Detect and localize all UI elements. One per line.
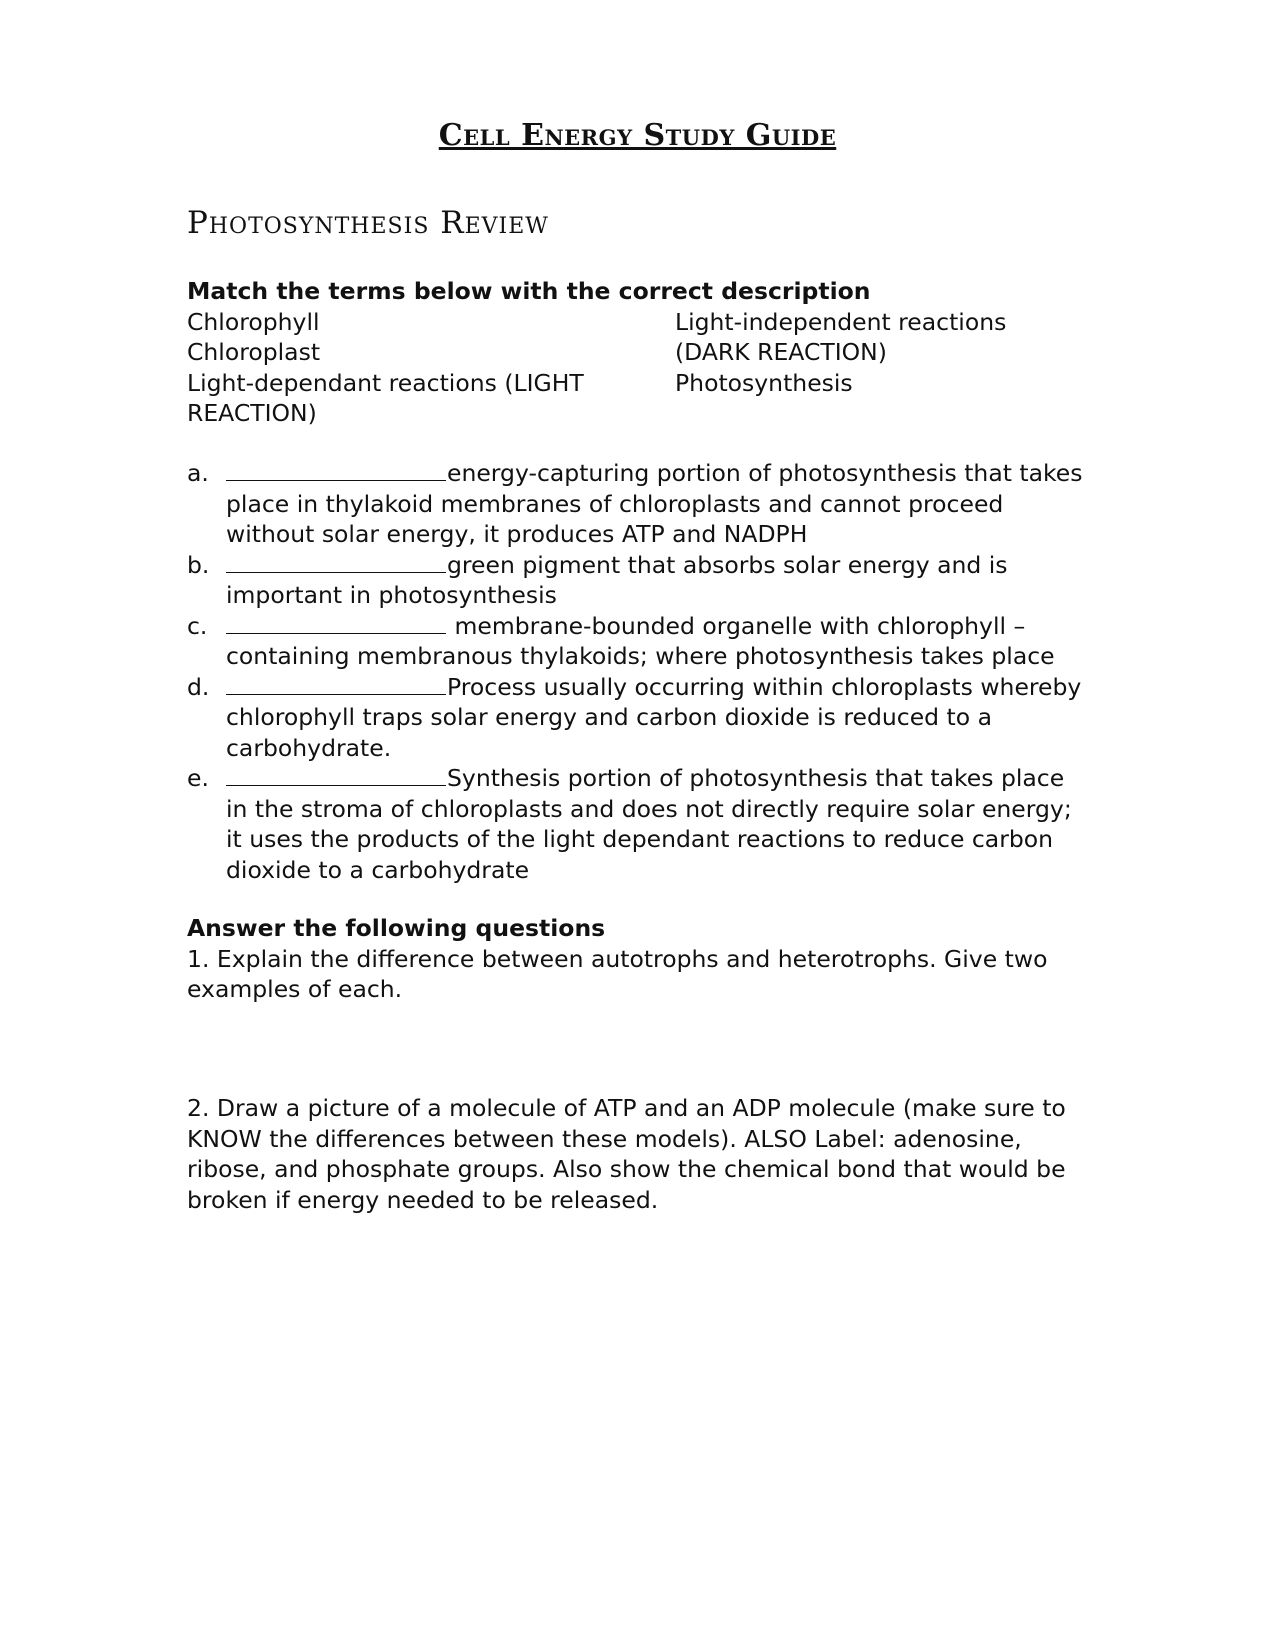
list-item xyxy=(187,672,1087,764)
answer-blank xyxy=(226,672,446,695)
term-item: Chlorophyll xyxy=(187,307,320,336)
item-description: green pigment that absorbs solar energy and is important in photosynthesis xyxy=(226,550,1008,609)
list-item xyxy=(187,458,1087,550)
item-letter: c. xyxy=(187,611,208,640)
item-description: energy-capturing portion of photosynthesis that takes place in thylakoid membranes of chloroplasts and cannot proceed without solar energy, it produces ATP and NADPH xyxy=(226,459,1083,548)
item-letter: e. xyxy=(187,764,209,792)
questions-heading: Answer the following questions xyxy=(187,914,606,942)
answer-blank xyxy=(226,550,446,573)
answer-blank xyxy=(226,611,446,634)
match-terms-block xyxy=(187,276,1087,429)
item-letter: d. xyxy=(187,672,210,701)
list-item xyxy=(187,611,1087,672)
questions-block xyxy=(187,913,1087,1005)
section-heading: Photosynthesis Review xyxy=(187,205,549,241)
item-description: Synthesis portion of photosynthesis that takes place in the stroma of chloroplasts and does not directly require solar energy; it uses the products of the light dependant reactions to reduce carbon dioxide to a carbohydrate xyxy=(226,764,1072,884)
term-item: Light-independent reactions (DARK REACTION) xyxy=(675,307,1007,366)
answer-blank xyxy=(226,458,446,481)
item-description: Process usually occurring within chloroplasts whereby chlorophyll traps solar energy and carbon dioxide is reduced to a carbohydrate. xyxy=(226,672,1082,762)
item-letter: a. xyxy=(187,459,209,487)
terms-column-right xyxy=(675,307,1075,429)
term-item: Photosynthesis xyxy=(675,368,853,397)
item-letter: b. xyxy=(187,550,210,579)
question-1: 1. Explain the difference between autotrophs and heterotrophs. Give two examples of each. xyxy=(187,944,1048,1003)
term-item: Light-dependant reactions (LIGHT REACTION) xyxy=(187,368,584,427)
answer-blank xyxy=(226,763,446,786)
terms-column-left xyxy=(187,307,675,429)
match-heading: Match the terms below with the correct description xyxy=(187,277,871,305)
item-description: membrane-bounded organelle with chlorophyll – containing membranous thylakoids; where photosynthesis takes place xyxy=(226,611,1055,670)
list-item xyxy=(187,550,1087,611)
term-item: Chloroplast xyxy=(187,338,321,366)
list-item xyxy=(187,763,1087,885)
page-title: Cell Energy Study Guide xyxy=(438,118,837,153)
question-2: 2. Draw a picture of a molecule of ATP and an ADP molecule (make sure to KNOW the differences between these models). ALSO Label: adenosine, ribose, and phosphate groups. Also show the chemical bond that would be broken if energy needed to be released. xyxy=(187,1094,1066,1214)
terms-list xyxy=(187,307,1087,429)
matching-items xyxy=(187,458,1087,885)
